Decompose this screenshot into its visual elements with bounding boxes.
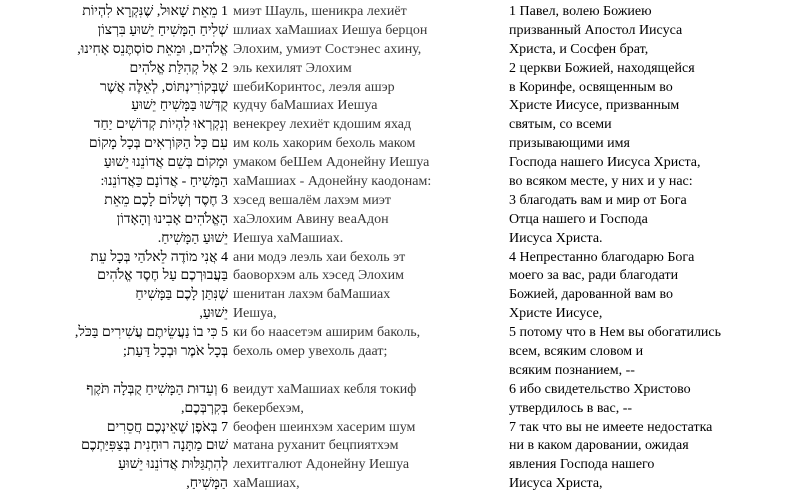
hebrew-line: יֵשׁוּעַ, <box>199 306 228 322</box>
transliteration-line: миэт Шауль, шеникра лехиёт <box>233 4 407 19</box>
russian-line: Божией, дарованной вам во <box>509 287 674 303</box>
hebrew-line: אֱלֹהִים, וּמֵאֵת סוֹסְתֶּנֵס אָחִינוּ, <box>77 41 228 57</box>
transliteration-line: шлиах хаМашиах Иешуа берцон <box>233 22 428 38</box>
transliteration-line: веидут хаМашиах кебля токиф <box>233 381 417 397</box>
transliteration-line: баоворхэм аль хэсед Элохим <box>233 268 405 284</box>
russian-line: 5 потому что в Нем вы обогатились <box>509 325 722 341</box>
transliteration-line: хаМашиах - Адонейну каодонам: <box>233 174 432 190</box>
russian-line: ни в каком даровании, ожидая <box>509 438 689 454</box>
russian-line: Иисуса Христа. <box>509 230 603 246</box>
russian-line: 2 церкви Божией, находящейся <box>509 60 695 76</box>
hebrew-line: 1 מֵאֵת שָׁאוּל, שֶׁנִּקְרָא לִהְיוֹת <box>82 4 228 19</box>
transliteration-line: матана руханит бецпиятхэм <box>233 438 399 454</box>
hebrew-line: קֻדְּשׁוּ בַּמָּשִׁיחַ יֵשׁוּעַ <box>131 98 228 114</box>
transliteration-line: Элохим, умиэт Состэнес ахину, <box>233 41 422 57</box>
transliteration-line: хаМашиах, <box>233 476 300 492</box>
transliteration-column <box>233 3 473 494</box>
hebrew-line: הַמָּשִׁיחַ - אֲדוֹנָם כַּאֲדוֹנֵנוּ: <box>100 174 228 190</box>
transliteration-line: эль кехилят Элохим <box>233 60 352 76</box>
transliteration-line: умаком беШем Адонейну Иешуа <box>233 155 430 171</box>
hebrew-line: הַמָּשִׁיחַ, <box>186 476 228 492</box>
russian-line: моего за вас, ради благодати <box>509 268 679 284</box>
russian-line: 1 Павел, волею Божиею <box>509 4 652 19</box>
transliteration-line: Иешуа хаМашиах. <box>233 230 344 246</box>
hebrew-line: 7 בְּאֹפֶן שֶׁאֵינְכֶם חֲסֵרִים <box>106 419 228 435</box>
russian-line: Христе Иисусе, <box>509 306 603 322</box>
russian-line: явления Господа нашего <box>509 457 655 473</box>
russian-line: святым, со всеми <box>509 117 612 133</box>
transliteration-line: лехитгалют Адонейну Иешуа <box>233 457 410 473</box>
russian-line: 3 благодать вам и мир от Бога <box>509 192 687 208</box>
transliteration-line: хаЭлохим Авину веаАдон <box>233 211 389 227</box>
russian-line: всяким познанием, -- <box>509 362 635 378</box>
transliteration-line: ани модэ леэль хаи бехоль эт <box>233 249 406 265</box>
russian-line: 4 Непрестанно благодарю Бога <box>509 249 695 265</box>
russian-line: призывающими имя <box>509 136 630 152</box>
russian-line: всем, всяким словом и <box>509 344 644 360</box>
hebrew-line <box>10 362 228 381</box>
transliteration-line: им коль хакорим бехоль маком <box>233 136 416 152</box>
hebrew-line: יֵשׁוּעַ הַמָּשִׁיחַ. <box>157 230 228 246</box>
transliteration-line <box>233 362 473 381</box>
russian-line: Христа, и Сосфен брат, <box>509 41 649 57</box>
transliteration-line: кудчу баМашиах Иешуа <box>233 98 378 114</box>
transliteration-line: бехоль омер увехоль даат; <box>233 344 388 360</box>
hebrew-line: וְנִקְרְאוּ לִהְיוֹת קְדוֹשִׁים יַחַד <box>93 117 228 133</box>
transliteration-line: беофен шеинхэм хасерим шум <box>233 419 416 435</box>
hebrew-line: שֶׁנִּתַּן לָכֶם בַּמָּשִׁיחַ <box>135 287 228 303</box>
russian-line: Христе Иисусе, призванным <box>509 98 680 114</box>
transliteration-line: ки бо наасетэм аширим баколь, <box>233 325 421 341</box>
russian-line: Иисуса Христа, <box>509 476 603 492</box>
russian-line: утвердилось в вас, -- <box>509 400 633 416</box>
russian-line: Отца нашего и Господа <box>509 211 648 227</box>
hebrew-line: 6 וְעֵדוּת הַמָּשִׁיחַ קֻבְּלָה תֹּקֶף <box>86 381 228 397</box>
transliteration-line: бекербехэм, <box>233 400 304 416</box>
hebrew-line: וּמָקוֹם בְּשֵׁם אֲדוֹנֵנוּ יֵשׁוּעַ <box>103 155 228 171</box>
hebrew-line: בְּקִרְבְּכֶם, <box>181 400 228 416</box>
hebrew-line: 2 אֶל קְהִלַּת אֱלֹהִים <box>129 60 228 76</box>
transliteration-line: венекреу лехиёт кдошим яхад <box>233 117 412 133</box>
hebrew-line: שֶׁבְּקוֹרִינְתּוֹס, לְאֵלֶּה אֲשֶׁר <box>99 79 228 95</box>
hebrew-line: הָאֱלֹהִים אָבִינוּ וְהָאָדוֹן <box>116 211 228 227</box>
hebrew-line: 4 אֲנִי מוֹדֶה לֵאלֹהַי בְּכָל עֵת <box>90 249 228 265</box>
hebrew-line: לְהִתְגַּלּוּת אֲדוֹנֵנוּ יֵשׁוּעַ <box>118 457 228 473</box>
russian-line: 7 так что вы не имеете недостатка <box>509 419 713 435</box>
hebrew-column <box>10 3 228 494</box>
russian-line: 6 ибо свидетельство Христово <box>509 381 691 397</box>
transliteration-line: хэсед вешалём лахэм миэт <box>233 192 392 208</box>
russian-line: призванный Апостол Иисуса <box>509 22 683 38</box>
russian-line: Господа нашего Иисуса Христа, <box>509 155 701 171</box>
hebrew-line: בְּכָל אֹמֶר וּבְכָל דַּעַת; <box>122 344 228 360</box>
hebrew-line: בַּעֲבוּרְכֶם עַל חֶסֶד אֱלֹהִים <box>97 268 228 284</box>
transliteration-line: шенитан лахэм баМашиах <box>233 287 391 303</box>
russian-line: во всяком месте, у них и у нас: <box>509 174 693 190</box>
transliteration-line: Иешуа, <box>233 306 277 322</box>
russian-column <box>509 3 799 494</box>
hebrew-line: עִם כָּל הַקּוֹרְאִים בְּכָל מָקוֹם <box>88 136 228 152</box>
hebrew-line: שְׁלִיחַ הַמָּשִׁיחַ יֵשׁוּעַ בִּרְצוֹן <box>97 22 228 38</box>
hebrew-line: 5 כִּי בוֹ נַעֲשֵׂיתֶם עֲשִׁירִים בַּכֹּל, <box>74 325 228 341</box>
transliteration-line: шебиКоринтос, леэля ашэр <box>233 79 395 95</box>
hebrew-line: שׁוּם מַתָּנָה רוּחָנִית בְּצַפִּיַּתְכֶם <box>81 438 228 454</box>
hebrew-line: 3 חֶסֶד וְשָׁלוֹם לָכֶם מֵאֵת <box>104 192 228 208</box>
russian-line: в Коринфе, освященным во <box>509 79 673 95</box>
